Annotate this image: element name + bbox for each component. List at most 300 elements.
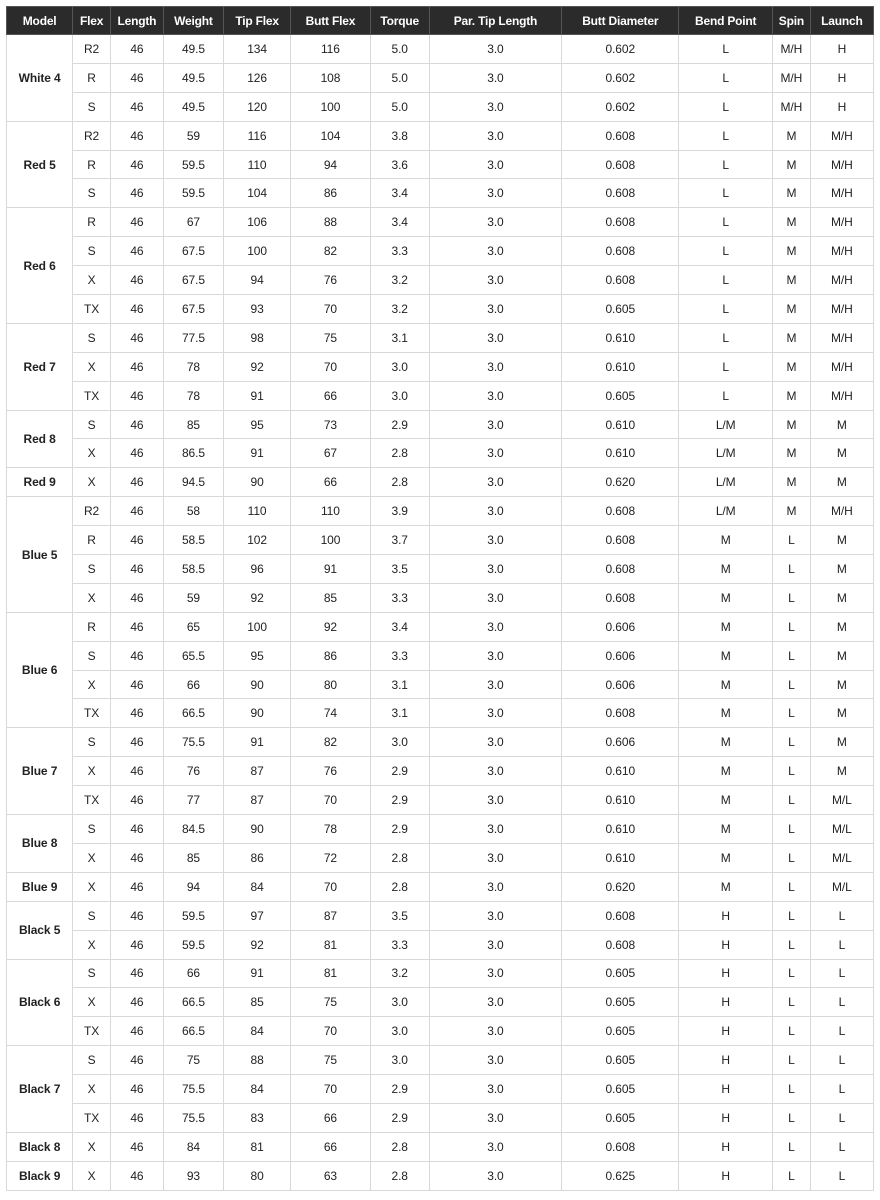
par-tip-length-cell: 3.0 [429, 988, 561, 1017]
table-row [7, 439, 874, 468]
tip-flex-cell: 90 [223, 670, 290, 699]
column-header-par-tip-length: Par. Tip Length [429, 7, 561, 35]
butt-flex-cell: 70 [291, 1075, 370, 1104]
butt-flex-cell: 82 [291, 728, 370, 757]
model-name-cell: Red 6 [7, 208, 73, 324]
table-row [7, 555, 874, 584]
butt-diameter-cell: 0.610 [562, 815, 679, 844]
torque-cell: 3.6 [370, 150, 429, 179]
table-row [7, 757, 874, 786]
torque-cell: 3.5 [370, 555, 429, 584]
launch-cell: M [810, 641, 873, 670]
weight-cell: 67.5 [163, 237, 223, 266]
flex-cell: X [73, 872, 111, 901]
butt-diameter-cell: 0.608 [562, 179, 679, 208]
bend-point-cell: M [679, 699, 773, 728]
tip-flex-cell: 80 [223, 1161, 290, 1190]
table-row [7, 1046, 874, 1075]
launch-cell: M [810, 757, 873, 786]
tip-flex-cell: 84 [223, 872, 290, 901]
torque-cell: 2.8 [370, 1132, 429, 1161]
butt-flex-cell: 108 [291, 63, 370, 92]
tip-flex-cell: 134 [223, 35, 290, 64]
bend-point-cell: L [679, 35, 773, 64]
length-cell: 46 [110, 497, 163, 526]
butt-flex-cell: 100 [291, 526, 370, 555]
tip-flex-cell: 93 [223, 295, 290, 324]
spin-cell: L [773, 988, 811, 1017]
launch-cell: L [810, 930, 873, 959]
spin-cell: L [773, 815, 811, 844]
table-row [7, 237, 874, 266]
par-tip-length-cell: 3.0 [429, 468, 561, 497]
bend-point-cell: H [679, 1132, 773, 1161]
weight-cell: 59 [163, 121, 223, 150]
length-cell: 46 [110, 410, 163, 439]
spin-cell: M [773, 468, 811, 497]
bend-point-cell: M [679, 815, 773, 844]
length-cell: 46 [110, 237, 163, 266]
table-row [7, 843, 874, 872]
torque-cell: 2.9 [370, 1103, 429, 1132]
torque-cell: 3.4 [370, 208, 429, 237]
butt-diameter-cell: 0.605 [562, 295, 679, 324]
table-row [7, 1075, 874, 1104]
flex-cell: S [73, 815, 111, 844]
butt-flex-cell: 70 [291, 786, 370, 815]
launch-cell: L [810, 959, 873, 988]
torque-cell: 3.4 [370, 612, 429, 641]
flex-cell: TX [73, 699, 111, 728]
launch-cell: M [810, 410, 873, 439]
launch-cell: M/H [810, 208, 873, 237]
spin-cell: M [773, 295, 811, 324]
butt-diameter-cell: 0.608 [562, 237, 679, 266]
butt-flex-cell: 82 [291, 237, 370, 266]
flex-cell: R [73, 63, 111, 92]
flex-cell: S [73, 323, 111, 352]
bend-point-cell: M [679, 641, 773, 670]
column-header-butt-diameter: Butt Diameter [562, 7, 679, 35]
table-row [7, 295, 874, 324]
torque-cell: 3.0 [370, 988, 429, 1017]
model-name-cell: Blue 9 [7, 872, 73, 901]
torque-cell: 3.3 [370, 583, 429, 612]
bend-point-cell: L/M [679, 439, 773, 468]
butt-diameter-cell: 0.608 [562, 583, 679, 612]
weight-cell: 66 [163, 959, 223, 988]
par-tip-length-cell: 3.0 [429, 35, 561, 64]
torque-cell: 3.0 [370, 352, 429, 381]
bend-point-cell: H [679, 930, 773, 959]
tip-flex-cell: 83 [223, 1103, 290, 1132]
tip-flex-cell: 116 [223, 121, 290, 150]
torque-cell: 2.9 [370, 410, 429, 439]
launch-cell: M [810, 583, 873, 612]
launch-cell: M/H [810, 266, 873, 295]
bend-point-cell: H [679, 988, 773, 1017]
length-cell: 46 [110, 641, 163, 670]
weight-cell: 75 [163, 1046, 223, 1075]
spin-cell: L [773, 786, 811, 815]
par-tip-length-cell: 3.0 [429, 670, 561, 699]
tip-flex-cell: 110 [223, 497, 290, 526]
launch-cell: M/H [810, 150, 873, 179]
column-header-weight: Weight [163, 7, 223, 35]
length-cell: 46 [110, 930, 163, 959]
weight-cell: 58.5 [163, 555, 223, 584]
launch-cell: M [810, 728, 873, 757]
butt-diameter-cell: 0.610 [562, 757, 679, 786]
length-cell: 46 [110, 815, 163, 844]
butt-flex-cell: 76 [291, 266, 370, 295]
spin-cell: L [773, 1017, 811, 1046]
tip-flex-cell: 100 [223, 237, 290, 266]
launch-cell: L [810, 988, 873, 1017]
butt-flex-cell: 78 [291, 815, 370, 844]
butt-diameter-cell: 0.605 [562, 1075, 679, 1104]
par-tip-length-cell: 3.0 [429, 526, 561, 555]
torque-cell: 3.2 [370, 266, 429, 295]
torque-cell: 3.0 [370, 381, 429, 410]
par-tip-length-cell: 3.0 [429, 815, 561, 844]
torque-cell: 3.5 [370, 901, 429, 930]
table-row [7, 641, 874, 670]
spin-cell: L [773, 670, 811, 699]
tip-flex-cell: 87 [223, 757, 290, 786]
butt-diameter-cell: 0.605 [562, 1017, 679, 1046]
tip-flex-cell: 91 [223, 381, 290, 410]
flex-cell: X [73, 1161, 111, 1190]
flex-cell: S [73, 901, 111, 930]
bend-point-cell: L [679, 323, 773, 352]
flex-cell: X [73, 1075, 111, 1104]
flex-cell: R [73, 208, 111, 237]
column-header-torque: Torque [370, 7, 429, 35]
bend-point-cell: L [679, 266, 773, 295]
spin-cell: L [773, 555, 811, 584]
model-name-cell: Blue 8 [7, 815, 73, 873]
bend-point-cell: M [679, 555, 773, 584]
spin-cell: L [773, 641, 811, 670]
par-tip-length-cell: 3.0 [429, 1017, 561, 1046]
butt-diameter-cell: 0.606 [562, 728, 679, 757]
flex-cell: TX [73, 786, 111, 815]
spin-cell: M [773, 439, 811, 468]
butt-diameter-cell: 0.610 [562, 786, 679, 815]
butt-diameter-cell: 0.610 [562, 323, 679, 352]
weight-cell: 49.5 [163, 63, 223, 92]
bend-point-cell: M [679, 612, 773, 641]
length-cell: 46 [110, 670, 163, 699]
weight-cell: 58.5 [163, 526, 223, 555]
length-cell: 46 [110, 612, 163, 641]
model-name-cell: Black 8 [7, 1132, 73, 1161]
bend-point-cell: L [679, 121, 773, 150]
launch-cell: L [810, 1132, 873, 1161]
flex-cell: X [73, 439, 111, 468]
tip-flex-cell: 81 [223, 1132, 290, 1161]
column-header-flex: Flex [73, 7, 111, 35]
tip-flex-cell: 95 [223, 410, 290, 439]
launch-cell: L [810, 1017, 873, 1046]
torque-cell: 3.0 [370, 728, 429, 757]
flex-cell: S [73, 410, 111, 439]
spin-cell: M/H [773, 63, 811, 92]
spin-cell: M [773, 410, 811, 439]
bend-point-cell: L [679, 381, 773, 410]
weight-cell: 66.5 [163, 699, 223, 728]
table-row [7, 352, 874, 381]
bend-point-cell: L [679, 352, 773, 381]
butt-flex-cell: 72 [291, 843, 370, 872]
table-row [7, 728, 874, 757]
bend-point-cell: M [679, 872, 773, 901]
table-row [7, 1103, 874, 1132]
length-cell: 46 [110, 352, 163, 381]
table-row [7, 381, 874, 410]
weight-cell: 75.5 [163, 1075, 223, 1104]
butt-flex-cell: 88 [291, 208, 370, 237]
table-body [7, 35, 874, 1191]
torque-cell: 5.0 [370, 63, 429, 92]
bend-point-cell: M [679, 786, 773, 815]
par-tip-length-cell: 3.0 [429, 641, 561, 670]
par-tip-length-cell: 3.0 [429, 699, 561, 728]
butt-flex-cell: 100 [291, 92, 370, 121]
column-header-length: Length [110, 7, 163, 35]
par-tip-length-cell: 3.0 [429, 1046, 561, 1075]
model-name-cell: Blue 7 [7, 728, 73, 815]
flex-cell: S [73, 1046, 111, 1075]
length-cell: 46 [110, 699, 163, 728]
launch-cell: H [810, 92, 873, 121]
tip-flex-cell: 126 [223, 63, 290, 92]
spin-cell: L [773, 843, 811, 872]
flex-cell: X [73, 670, 111, 699]
launch-cell: M/L [810, 815, 873, 844]
model-name-cell: Blue 6 [7, 612, 73, 728]
flex-cell: S [73, 555, 111, 584]
flex-cell: X [73, 843, 111, 872]
length-cell: 46 [110, 872, 163, 901]
spin-cell: L [773, 1075, 811, 1104]
tip-flex-cell: 95 [223, 641, 290, 670]
length-cell: 46 [110, 1161, 163, 1190]
length-cell: 46 [110, 757, 163, 786]
butt-diameter-cell: 0.608 [562, 555, 679, 584]
butt-flex-cell: 70 [291, 295, 370, 324]
torque-cell: 2.8 [370, 468, 429, 497]
tip-flex-cell: 84 [223, 1017, 290, 1046]
length-cell: 46 [110, 381, 163, 410]
shaft-spec-table [6, 6, 874, 1191]
bend-point-cell: H [679, 959, 773, 988]
bend-point-cell: L [679, 295, 773, 324]
spin-cell: M [773, 179, 811, 208]
flex-cell: S [73, 92, 111, 121]
column-header-bend-point: Bend Point [679, 7, 773, 35]
weight-cell: 85 [163, 410, 223, 439]
bend-point-cell: M [679, 757, 773, 786]
spin-cell: M [773, 497, 811, 526]
flex-cell: TX [73, 1103, 111, 1132]
par-tip-length-cell: 3.0 [429, 728, 561, 757]
torque-cell: 2.8 [370, 843, 429, 872]
butt-diameter-cell: 0.608 [562, 1132, 679, 1161]
tip-flex-cell: 110 [223, 150, 290, 179]
flex-cell: X [73, 1132, 111, 1161]
spin-cell: L [773, 1132, 811, 1161]
spin-cell: M/H [773, 92, 811, 121]
weight-cell: 93 [163, 1161, 223, 1190]
launch-cell: M/H [810, 381, 873, 410]
bend-point-cell: L [679, 63, 773, 92]
spin-cell: L [773, 1161, 811, 1190]
launch-cell: L [810, 1075, 873, 1104]
weight-cell: 75.5 [163, 728, 223, 757]
weight-cell: 65 [163, 612, 223, 641]
par-tip-length-cell: 3.0 [429, 352, 561, 381]
model-name-cell: Black 9 [7, 1161, 73, 1190]
butt-diameter-cell: 0.620 [562, 872, 679, 901]
butt-flex-cell: 87 [291, 901, 370, 930]
spin-cell: M [773, 381, 811, 410]
launch-cell: M/H [810, 179, 873, 208]
flex-cell: X [73, 757, 111, 786]
butt-flex-cell: 81 [291, 959, 370, 988]
torque-cell: 5.0 [370, 35, 429, 64]
launch-cell: M/H [810, 323, 873, 352]
torque-cell: 3.1 [370, 670, 429, 699]
spin-cell: M/H [773, 35, 811, 64]
length-cell: 46 [110, 1132, 163, 1161]
butt-flex-cell: 75 [291, 1046, 370, 1075]
weight-cell: 86.5 [163, 439, 223, 468]
torque-cell: 3.0 [370, 1017, 429, 1046]
column-header-model: Model [7, 7, 73, 35]
length-cell: 46 [110, 179, 163, 208]
tip-flex-cell: 98 [223, 323, 290, 352]
weight-cell: 59.5 [163, 901, 223, 930]
flex-cell: R2 [73, 121, 111, 150]
tip-flex-cell: 90 [223, 468, 290, 497]
tip-flex-cell: 120 [223, 92, 290, 121]
launch-cell: M/H [810, 237, 873, 266]
weight-cell: 94 [163, 872, 223, 901]
length-cell: 46 [110, 208, 163, 237]
par-tip-length-cell: 3.0 [429, 381, 561, 410]
torque-cell: 3.1 [370, 699, 429, 728]
butt-diameter-cell: 0.605 [562, 1103, 679, 1132]
spin-cell: L [773, 612, 811, 641]
table-row [7, 410, 874, 439]
spin-cell: L [773, 1103, 811, 1132]
flex-cell: S [73, 237, 111, 266]
butt-flex-cell: 92 [291, 612, 370, 641]
table-row [7, 670, 874, 699]
length-cell: 46 [110, 295, 163, 324]
bend-point-cell: H [679, 1017, 773, 1046]
par-tip-length-cell: 3.0 [429, 1161, 561, 1190]
par-tip-length-cell: 3.0 [429, 757, 561, 786]
flex-cell: TX [73, 295, 111, 324]
spin-cell: M [773, 237, 811, 266]
par-tip-length-cell: 3.0 [429, 872, 561, 901]
torque-cell: 2.8 [370, 1161, 429, 1190]
torque-cell: 3.8 [370, 121, 429, 150]
torque-cell: 3.9 [370, 497, 429, 526]
butt-diameter-cell: 0.608 [562, 497, 679, 526]
spin-cell: L [773, 757, 811, 786]
length-cell: 46 [110, 92, 163, 121]
butt-diameter-cell: 0.605 [562, 959, 679, 988]
weight-cell: 94.5 [163, 468, 223, 497]
butt-diameter-cell: 0.610 [562, 410, 679, 439]
flex-cell: X [73, 988, 111, 1017]
flex-cell: X [73, 468, 111, 497]
table-row [7, 266, 874, 295]
butt-flex-cell: 74 [291, 699, 370, 728]
butt-diameter-cell: 0.606 [562, 612, 679, 641]
butt-flex-cell: 75 [291, 323, 370, 352]
weight-cell: 65.5 [163, 641, 223, 670]
par-tip-length-cell: 3.0 [429, 121, 561, 150]
launch-cell: M/H [810, 295, 873, 324]
par-tip-length-cell: 3.0 [429, 439, 561, 468]
butt-diameter-cell: 0.608 [562, 150, 679, 179]
bend-point-cell: H [679, 1046, 773, 1075]
table-row [7, 35, 874, 64]
tip-flex-cell: 88 [223, 1046, 290, 1075]
launch-cell: M [810, 699, 873, 728]
flex-cell: R2 [73, 35, 111, 64]
length-cell: 46 [110, 323, 163, 352]
table-row [7, 1017, 874, 1046]
butt-flex-cell: 75 [291, 988, 370, 1017]
weight-cell: 59 [163, 583, 223, 612]
model-name-cell: Red 8 [7, 410, 73, 468]
butt-flex-cell: 70 [291, 1017, 370, 1046]
bend-point-cell: L/M [679, 497, 773, 526]
table-row [7, 786, 874, 815]
spin-cell: L [773, 699, 811, 728]
model-name-cell: Black 6 [7, 959, 73, 1046]
length-cell: 46 [110, 843, 163, 872]
tip-flex-cell: 100 [223, 612, 290, 641]
tip-flex-cell: 106 [223, 208, 290, 237]
launch-cell: M [810, 612, 873, 641]
launch-cell: L [810, 1161, 873, 1190]
butt-diameter-cell: 0.610 [562, 439, 679, 468]
weight-cell: 66 [163, 670, 223, 699]
weight-cell: 84.5 [163, 815, 223, 844]
butt-diameter-cell: 0.608 [562, 208, 679, 237]
launch-cell: M/H [810, 121, 873, 150]
length-cell: 46 [110, 988, 163, 1017]
butt-flex-cell: 66 [291, 468, 370, 497]
table-row [7, 468, 874, 497]
torque-cell: 3.0 [370, 1046, 429, 1075]
model-name-cell: Black 7 [7, 1046, 73, 1133]
table-row [7, 526, 874, 555]
bend-point-cell: M [679, 728, 773, 757]
butt-flex-cell: 66 [291, 1103, 370, 1132]
launch-cell: M/L [810, 872, 873, 901]
butt-diameter-cell: 0.608 [562, 121, 679, 150]
par-tip-length-cell: 3.0 [429, 583, 561, 612]
bend-point-cell: H [679, 1103, 773, 1132]
